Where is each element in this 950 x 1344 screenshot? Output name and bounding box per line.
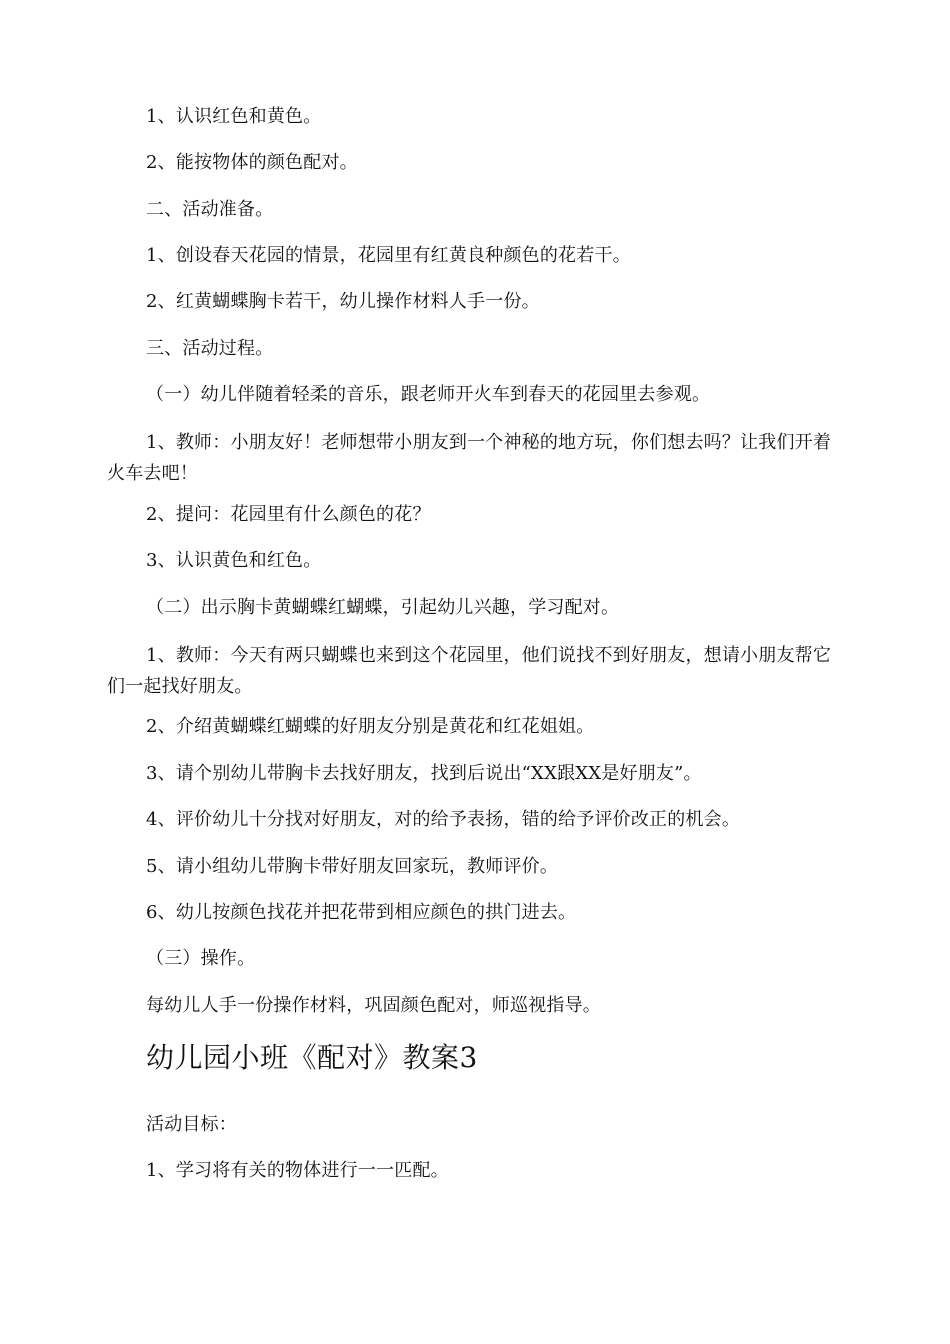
activity-goal-label: 活动目标： bbox=[146, 1114, 237, 1135]
process-part-2-item-1: 1、教师：今天有两只蝴蝶也来到这个花园里，他们说找不到好朋友，想请小朋友帮它们一起找好朋友。 bbox=[107, 645, 832, 697]
process-part-3-title: （三）操作。 bbox=[146, 948, 256, 969]
activity-goal-item-1: 1、学习将有关的物体进行一一匹配。 bbox=[146, 1160, 449, 1181]
preparation-item-2: 2、红黄蝴蝶胸卡若干，幼儿操作材料人手一份。 bbox=[146, 291, 540, 312]
process-part-2-title: （二）出示胸卡黄蝴蝶红蝴蝶，引起幼儿兴趣，学习配对。 bbox=[146, 597, 620, 618]
preparation-item-1: 1、创设春天花园的情景，花园里有红黄良种颜色的花若干。 bbox=[146, 245, 631, 266]
process-part-2-item-6: 6、幼儿按颜色找花并把花带到相应颜色的拱门进去。 bbox=[146, 902, 577, 923]
goal-item-1: 1、认识红色和黄色。 bbox=[146, 106, 322, 127]
process-part-2-item-5: 5、请小组幼儿带胸卡带好朋友回家玩，教师评价。 bbox=[146, 856, 559, 877]
process-part-2-item-2: 2、介绍黄蝴蝶红蝴蝶的好朋友分别是黄花和红花姐姐。 bbox=[146, 716, 595, 737]
process-part-1-item-1: 1、教师：小朋友好！老师想带小朋友到一个神秘的地方玩，你们想去吗？让我们开着火车去吧！ bbox=[107, 432, 832, 484]
process-part-2-item-3: 3、请个别幼儿带胸卡去找好朋友，找到后说出“XX跟XX是好朋友”。 bbox=[146, 763, 702, 784]
process-part-2-item-4: 4、评价幼儿十分找对好朋友，对的给予表扬，错的给予评价改正的机会。 bbox=[146, 809, 741, 830]
goal-item-2: 2、能按物体的颜色配对。 bbox=[146, 152, 358, 173]
process-part-1-title: （一）幼儿伴随着轻柔的音乐，跟老师开火车到春天的花园里去参观。 bbox=[146, 384, 711, 405]
process-part-3-item: 每幼儿人手一份操作材料，巩固颜色配对，师巡视指导。 bbox=[146, 995, 601, 1016]
section-preparation-title: 二、活动准备。 bbox=[146, 199, 274, 220]
process-part-1-item-3: 3、认识黄色和红色。 bbox=[146, 550, 322, 571]
section-process-title: 三、活动过程。 bbox=[146, 338, 274, 359]
process-part-1-item-2: 2、提问：花园里有什么颜色的花？ bbox=[146, 504, 431, 525]
lesson-plan-heading: 幼儿园小班《配对》教案3 bbox=[146, 1041, 478, 1074]
